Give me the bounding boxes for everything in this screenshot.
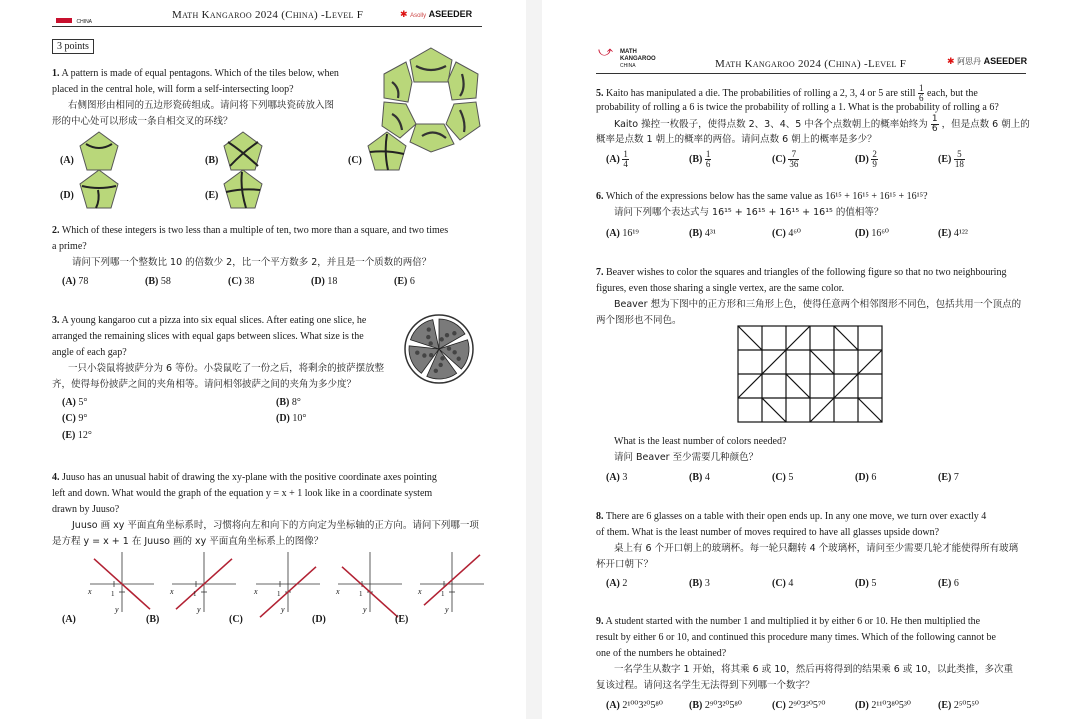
q4-zh-line1: Juuso 画 xy 平面直角坐标系时，习惯将向左和向下的方向定为坐标轴的正方向。请问下列哪一项 — [72, 520, 479, 531]
q7-zh-line2: 两个图形也不同色。 — [596, 315, 682, 326]
q1-text-line1: 1. A pattern is made of equal pentagons. Which of the tiles below, when — [52, 68, 339, 79]
pattern-pentagon — [410, 124, 454, 152]
q5-option-e[interactable]: (E) $\frac{5}{18}$ — [938, 149, 964, 169]
q4-option-a-label[interactable]: (A) — [62, 614, 76, 625]
q3-zh-line2: 齐，使得每份披萨之间的夹角相等。请问相邻披萨之间的夹角为多少度？ — [52, 379, 357, 390]
pizza-topping — [452, 331, 456, 335]
q8-text-line1: 8. There are 6 glasses on a table with their open ends up. In any one move, we turn over exactly 4 — [596, 511, 987, 522]
axis-y-label: y — [281, 605, 285, 614]
q4-option-c-label[interactable]: (C) — [229, 614, 243, 625]
q1-text-line2: placed in the central hole, will form a self-intersecting loop? — [52, 84, 294, 95]
q4-option-b-label[interactable]: (B) — [146, 614, 160, 625]
q5-option-a[interactable]: (A) $\frac{1}{4}$ — [606, 149, 628, 169]
exam-page-1 — [0, 0, 526, 719]
axis-tick-label: 1 — [359, 590, 363, 598]
pizza-topping — [427, 327, 431, 331]
math-kangaroo-logo: ⤻ MATH KANGAROO CHINA — [598, 43, 656, 69]
q6-text-line1: 6. Which of the expressions below has the same value as 16¹⁵ + 16¹⁵ + 16¹⁵ + 16¹⁵? — [596, 191, 928, 202]
pizza-topping — [445, 333, 449, 337]
triangle-diagonal — [762, 350, 786, 374]
q3-pizza-figure — [403, 313, 475, 385]
axis-x-label: x — [88, 587, 92, 596]
q4-text-line3: drawn by Juuso? — [52, 504, 120, 515]
page-gutter — [526, 0, 542, 719]
q1-option-e-tile[interactable] — [222, 168, 264, 210]
q7-text-line1: 7. Beaver wishes to color the squares and triangles of the following figure so that no two neighbouring — [596, 267, 1007, 278]
q9-option-e[interactable]: (E) 2⁵⁰5⁵⁰ — [938, 700, 979, 711]
q3-text-line3: angle of each gap? — [52, 347, 127, 358]
q1-option-e-label[interactable]: (E) — [205, 190, 219, 201]
q5-inline-fraction: $\frac{1}{6}$ — [918, 83, 924, 103]
triangle-diagonal — [738, 326, 762, 350]
q3-zh-line1: 一只小袋鼠将披萨分为 6 等份。小袋鼠吃了一份之后，将剩余的披萨摆放整 — [68, 363, 385, 374]
q1-option-a-label[interactable]: (A) — [60, 155, 74, 166]
q9-zh-line2: 复该过程。请问这名学生无法得到下列哪一个数字？ — [596, 680, 815, 691]
axis-tick-label: 1 — [111, 590, 115, 598]
pattern-pentagon — [410, 48, 452, 82]
axis-x-label: x — [254, 587, 258, 596]
q8-zh-line1: 桌上有 6 个开口朝上的玻璃杯。每一轮只翻转 4 个玻璃杯，请问至少需要几轮才能使得所有玻璃 — [614, 543, 1019, 554]
q9-text-line3: one of the numbers he obtained? — [596, 648, 727, 659]
q1-option-c-tile[interactable] — [366, 130, 408, 172]
q7-option-d[interactable]: (D) 6 — [855, 472, 877, 483]
axis-x-label: x — [418, 587, 422, 596]
triangle-diagonal — [786, 326, 810, 350]
q4-graph-b[interactable] — [168, 550, 240, 614]
q1-zh-line1: 右侧图形由相同的五边形瓷砖组成。请问将下列哪块瓷砖放入图 — [68, 100, 335, 111]
q6-zh-line: 请问下列哪个表达式与 16¹⁵ + 16¹⁵ + 16¹⁵ + 16¹⁵ 的值相等？ — [614, 207, 884, 218]
q5-zh-line2: 概率是点数 1 朝上的概率的两倍。请问点数 6 朝上的概率是多少？ — [596, 134, 877, 145]
q9-option-c[interactable]: (C) 2⁹⁰3²⁰5⁷⁰ — [772, 700, 826, 711]
pizza-topping — [415, 350, 419, 354]
pizza-topping — [428, 341, 432, 345]
q8-option-d[interactable]: (D) 5 — [855, 578, 877, 589]
q2-text-line1: 2. Which of these integers is two less than a multiple of ten, two more than a square, and two times — [52, 225, 449, 236]
q4-graph-c[interactable] — [252, 550, 324, 614]
math-kangaroo-logo: CHINA — [56, 10, 96, 28]
pizza-topping — [426, 335, 430, 339]
q3-option-b[interactable]: (B) 8° — [276, 397, 301, 408]
pizza-topping — [440, 356, 444, 360]
aseeder-logo: ✱ Asolly ASEEDER — [400, 9, 473, 19]
q9-text-line1: 9. A student started with the number 1 and multiplied it by either 6 or 10. He then multiplied the — [596, 616, 981, 627]
q2-option-b[interactable]: (B) 58 — [145, 276, 171, 287]
q7-option-a[interactable]: (A) 3 — [606, 472, 628, 483]
pizza-topping — [429, 353, 433, 357]
q5-option-d[interactable]: (D) $\frac{2}{9}$ — [855, 149, 877, 169]
triangle-diagonal — [786, 374, 810, 398]
q6-option-c[interactable]: (C) 4⁶⁰ — [772, 228, 801, 239]
q3-option-d[interactable]: (D) 10° — [276, 413, 307, 424]
triangle-diagonal — [738, 374, 762, 398]
pizza-topping — [440, 337, 444, 341]
exam-page-2 — [542, 0, 1080, 719]
q2-text-line2: a prime? — [52, 241, 87, 252]
q4-text-line2: left and down. What would the graph of the equation y = x + 1 look like in a coordinate system — [52, 488, 433, 499]
q4-graph-d[interactable] — [334, 550, 406, 614]
q3-option-c[interactable]: (C) 9° — [62, 413, 88, 424]
axis-x-label: x — [170, 587, 174, 596]
axis-tick-label: 1 — [277, 590, 281, 598]
q1-option-b-tile[interactable] — [222, 130, 264, 172]
triangle-diagonal — [834, 326, 858, 350]
page2-header-title: Math Kangaroo 2024 (China) -Level F — [715, 58, 907, 70]
q2-zh-line: 请问下列哪一个整数比 10 的倍数少 2，比一个平方数多 2，并且是一个质数的两倍？ — [72, 257, 432, 268]
kangaroo-logo-mark: ⤻ — [598, 43, 613, 59]
q4-text-line1: 4. Juuso has an unusual habit of drawing the xy-plane with the positive coordinate axes pointing — [52, 472, 437, 483]
axis-y-label: y — [445, 605, 449, 614]
q1-option-d-tile[interactable] — [78, 168, 120, 210]
aseeder-logo-mark: ✱ — [400, 9, 408, 19]
q4-option-e-label[interactable]: (E) — [395, 614, 409, 625]
q6-option-a[interactable]: (A) 16¹⁹ — [606, 228, 639, 239]
q2-option-c[interactable]: (C) 38 — [228, 276, 255, 287]
q6-option-e[interactable]: (E) 4¹²² — [938, 228, 968, 239]
aseeder-logo-mark: ✱ — [947, 56, 955, 66]
q7-option-b[interactable]: (B) 4 — [689, 472, 710, 483]
q7-squares-triangles-figure — [738, 326, 882, 428]
triangle-diagonal — [810, 350, 834, 374]
page1-header-rule — [52, 26, 482, 27]
q7-text-line2: figures, even those sharing a single vertex, are the same color. — [596, 283, 844, 294]
q4-graph-a[interactable] — [86, 550, 158, 614]
q8-option-a[interactable]: (A) 2 — [606, 578, 628, 589]
q6-option-d[interactable]: (D) 16⁶⁰ — [855, 228, 889, 239]
q5-option-b[interactable]: (B) $\frac{1}{6}$ — [689, 149, 711, 169]
q9-text-line2: result by either 6 or 10, and continued this procedure many times. Which of the following cannot be — [596, 632, 996, 643]
q7-zh-line3: 请问 Beaver 至少需要几种颜色？ — [614, 452, 759, 463]
pizza-topping — [457, 357, 461, 361]
q3-text-line2: arranged the remaining slices with equal gaps between slices. What size is the — [52, 331, 364, 342]
q8-text-line2: of them. What is the least number of moves required to have all glasses upside down? — [596, 527, 940, 538]
axis-y-label: y — [363, 605, 367, 614]
triangle-diagonal — [858, 350, 882, 374]
aseeder-logo: ✱ 阿思丹 ASEEDER — [947, 56, 1028, 66]
q8-option-c[interactable]: (C) 4 — [772, 578, 794, 589]
q5-option-c[interactable]: (C) $\frac{7}{36}$ — [772, 149, 799, 169]
pizza-topping — [434, 369, 438, 373]
q7-question: What is the least number of colors needed? — [614, 436, 787, 447]
q4-zh-line2: 是方程 y = x + 1 在 Juuso 画的 xy 平面直角坐标系上的图像？ — [52, 536, 324, 547]
q5-text-line2: probability of rolling a 6 is twice the probability of rolling a 1. What is the probability of rolling a 6? — [596, 102, 999, 113]
triangle-diagonal — [810, 398, 834, 422]
q7-zh-line1: Beaver 想为下图中的正方形和三角形上色，使得任意两个相邻图形不同色，包括共用一个顶点的 — [614, 299, 1022, 310]
points-badge: 3 points — [52, 39, 94, 54]
q1-zh-line2: 形的中心处可以形成一条自相交叉的环线？ — [52, 116, 233, 127]
axis-tick-label: 1 — [441, 590, 445, 598]
page2-header-rule — [596, 73, 1026, 74]
q1-option-d-label[interactable]: (D) — [60, 190, 74, 201]
q3-text-line1: 3. A young kangaroo cut a pizza into six equal slices. After eating one slice, he — [52, 315, 367, 326]
q1-option-c-label[interactable]: (C) — [348, 155, 362, 166]
q8-option-e[interactable]: (E) 6 — [938, 578, 959, 589]
q9-option-b[interactable]: (B) 2⁹⁰3²⁰5⁸⁰ — [689, 700, 742, 711]
pizza-topping — [447, 346, 451, 350]
q1-option-a-tile[interactable] — [78, 130, 120, 172]
q2-option-e[interactable]: (E) 6 — [394, 276, 415, 287]
q5-zh-fraction: $\frac{1}{6}$ — [931, 114, 938, 134]
q1-option-b-label[interactable]: (B) — [205, 155, 219, 166]
q5-zh-line1: Kaito 操控一枚骰子，使得点数 2、3、4、5 中各个点数朝上的概率始终为 $\frac{1}{6}$ ，但是点数 6 朝上的 — [614, 114, 1030, 134]
q8-option-b[interactable]: (B) 3 — [689, 578, 710, 589]
q9-zh-line1: 一名学生从数字 1 开始，将其乘 6 或 10，然后再将得到的结果乘 6 或 10，以此类推，多次重 — [614, 664, 1013, 675]
axis-x-label: x — [336, 587, 340, 596]
axis-y-label: y — [197, 605, 201, 614]
q9-option-a[interactable]: (A) 2¹⁰⁰3²⁰5⁸⁰ — [606, 700, 663, 711]
pizza-topping — [438, 363, 442, 367]
triangle-diagonal — [858, 398, 882, 422]
q3-option-a[interactable]: (A) 5° — [62, 397, 88, 408]
page1-header-title: Math Kangaroo 2024 (China) -Level F — [172, 9, 364, 21]
q3-option-e[interactable]: (E) 12° — [62, 430, 92, 441]
q4-graph-e[interactable] — [416, 550, 488, 614]
axis-tick-label: 1 — [193, 590, 197, 598]
q6-option-b[interactable]: (B) 4³¹ — [689, 228, 716, 239]
q7-option-e[interactable]: (E) 7 — [938, 472, 959, 483]
q5-text-line1: 5. Kaito has manipulated a die. The probabilities of rolling a 2, 3, 4 or 5 are still $\frac{1}{6}$ each, but the — [596, 83, 978, 103]
q4-option-d-label[interactable]: (D) — [312, 614, 326, 625]
triangle-diagonal — [834, 374, 858, 398]
pizza-topping — [452, 350, 456, 354]
q2-option-a[interactable]: (A) 78 — [62, 276, 89, 287]
pizza-topping — [422, 353, 426, 357]
q2-option-d[interactable]: (D) 18 — [311, 276, 338, 287]
q8-zh-line2: 杯开口朝下？ — [596, 559, 654, 570]
triangle-diagonal — [762, 398, 786, 422]
q9-option-d[interactable]: (D) 2¹¹⁰3⁸⁰5³⁰ — [855, 700, 911, 711]
q7-option-c[interactable]: (C) 5 — [772, 472, 794, 483]
axis-y-label: y — [115, 605, 119, 614]
